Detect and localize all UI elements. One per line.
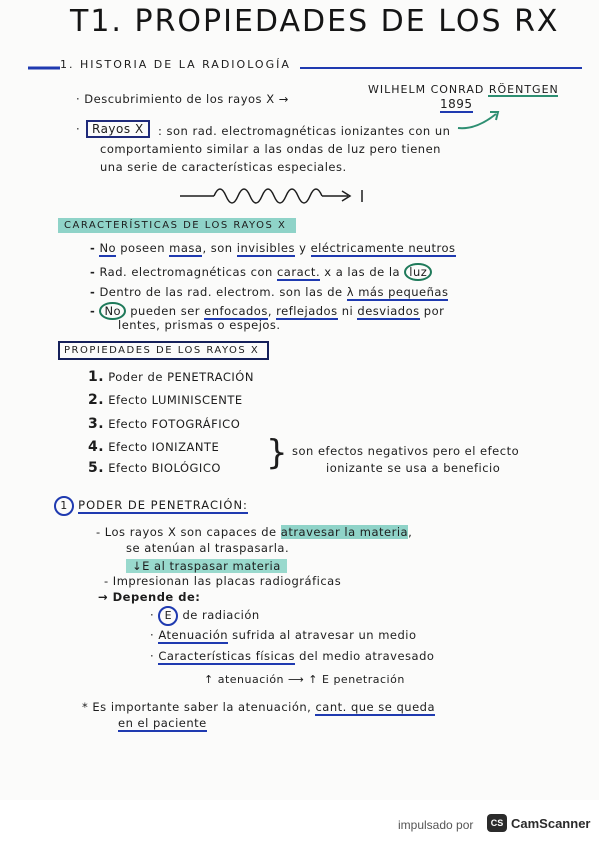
poder-line1: - Los rayos X son capaces de atravesar la materia, — [96, 525, 413, 539]
rayos-bullet: · — [76, 122, 81, 136]
attenuation-relation: ↑ atenuación ⟶ ↑ E penetración — [204, 673, 405, 686]
caract-item-4-cont: lentes, prismas o espejos. — [118, 318, 281, 332]
section-heading-historia: 1. HISTORIA DE LA RADIOLOGÍA — [60, 58, 291, 71]
caract-item-3: - Dentro de las rad. electrom. son las de λ más pequeñas — [90, 285, 449, 299]
depende-item-1: · E de radiación — [150, 606, 260, 626]
depende-item-3: · Características físicas del medio atravesado — [150, 649, 435, 663]
poder-line3: ↓E al traspasar materia — [126, 559, 287, 573]
propiedad-4: 4. Efecto IONIZANTE — [88, 439, 220, 455]
author-name: WILHELM CONRAD RÖENTGEN — [368, 83, 559, 96]
propiedad-5: 5. Efecto BIOLÓGICO — [88, 460, 221, 476]
poder-heading-row: 1 PODER DE PENETRACIÓN: — [54, 496, 248, 516]
final-note-line2: en el paciente — [118, 716, 207, 730]
rayos-def-line3: una serie de características especiales. — [100, 160, 347, 174]
propiedad-1: 1. Poder de PENETRACIÓN — [88, 369, 254, 385]
caracteristicas-heading: CARACTERÍSTICAS DE LOS RAYOS X — [58, 218, 296, 233]
powered-by-text: impulsado por — [398, 818, 474, 832]
propiedades-heading: PROPIEDADES DE LOS RAYOS X — [58, 341, 269, 360]
final-note-line1: * Es importante saber la atenuación, cant. que se queda — [82, 700, 435, 714]
poder-line4: - Impresionan las placas radiográficas — [104, 574, 342, 588]
camscanner-logo-icon: CS — [487, 814, 507, 832]
camscanner-brand: CamScanner — [511, 816, 591, 831]
discovery-text: · Descubrimiento de los rayos X → — [76, 92, 289, 106]
rayos-def-line2: comportamiento similar a las ondas de luz pero tienen — [100, 142, 441, 156]
depende-item-2: · Atenuación sufrida al atravesar un medio — [150, 628, 417, 642]
brace-symbol: } — [266, 433, 289, 473]
page-title: T1. PROPIEDADES DE LOS RX — [70, 4, 560, 39]
poder-line5: → Depende de: — [98, 590, 201, 604]
wave-drawing — [180, 180, 370, 212]
propiedad-2: 2. Efecto LUMINISCENTE — [88, 392, 243, 408]
caract-item-2: - Rad. electromagnéticas con caract. x a las de la luz — [90, 263, 432, 281]
caract-item-4: - No pueden ser enfocados, reflejados ni desviados por — [90, 304, 445, 318]
poder-line2: se atenúan al traspasarla. — [126, 541, 290, 555]
rayos-x-box: Rayos X — [86, 120, 150, 138]
caract-item-1: - No poseen masa, son invisibles y eléctricamente neutros — [90, 241, 456, 255]
discovery-year: 1895 — [440, 97, 473, 111]
propiedad-3: 3. Efecto FOTOGRÁFICO — [88, 416, 241, 432]
author-underline — [488, 92, 560, 102]
brace-note-line2: ionizante se usa a beneficio — [326, 461, 501, 475]
brace-note-line1: son efectos negativos pero el efecto — [292, 444, 520, 458]
rayos-def-line1: : son rad. electromagnéticas ionizantes con un — [158, 124, 451, 138]
year-arrow — [456, 108, 506, 134]
